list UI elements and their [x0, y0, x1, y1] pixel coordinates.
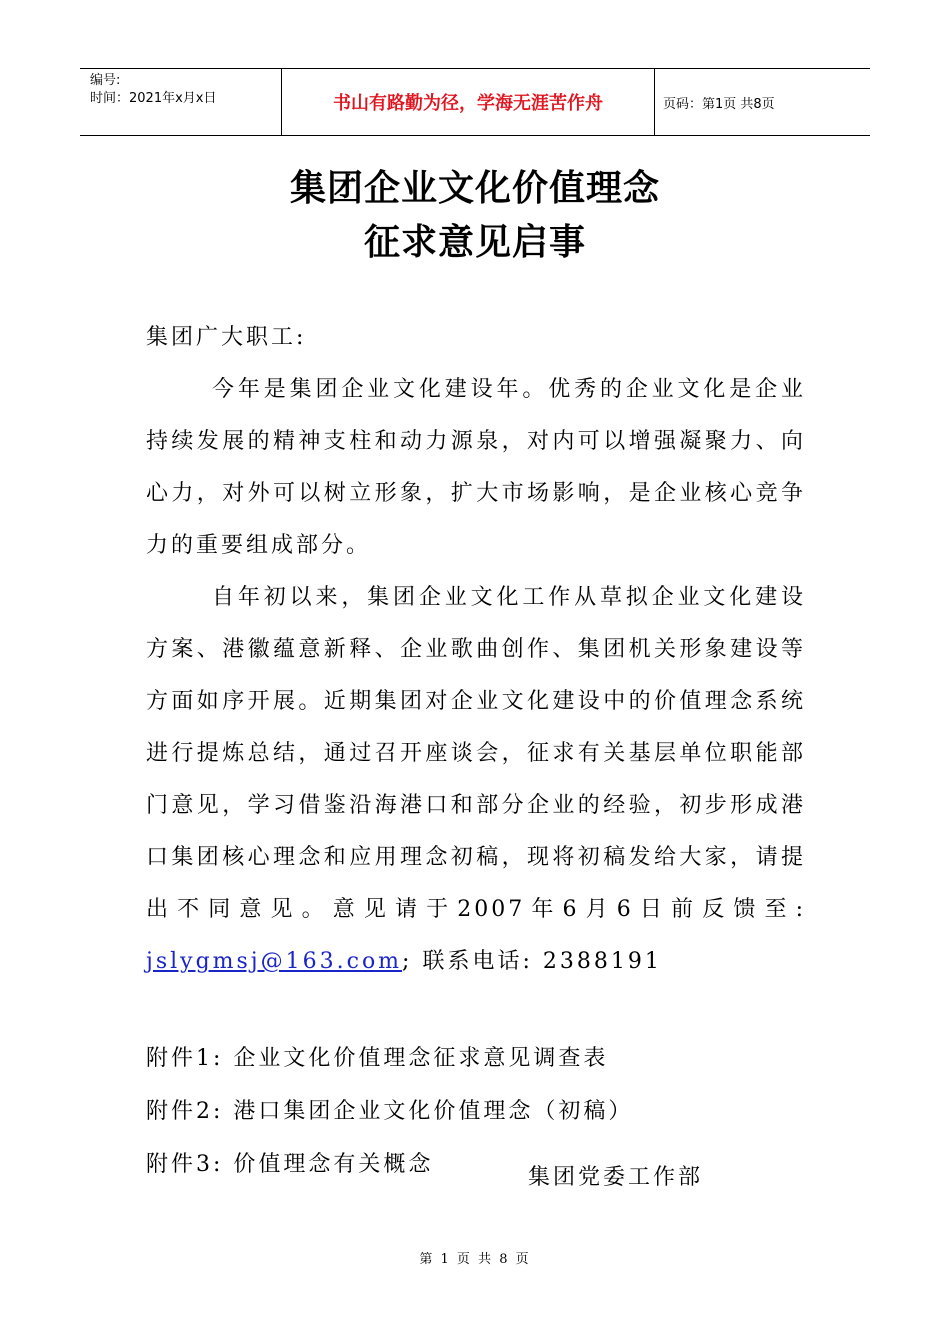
- header-motto: 书山有路勤为径，学海无涯苦作舟: [281, 69, 655, 135]
- attachment-3: 附件3: 价值理念有关概念: [146, 1152, 434, 1177]
- paragraph-2-text: 自年初以来，集团企业文化工作从草拟企业文化建设方案、港徽蕴意新释、企业歌曲创作、集团机关形象建设等方面如序开展。近期集团对企业文化建设中的价值理念系统进行提炼总结，通过召开座谈会，征求有关基层单位职能部门意见，学习借鉴沿海港口和部分企业的经验，初步形成港口集团核心理念和应用理念初稿，现将初稿发给大家，请提出不同意见。意见请于2007年6月6日前反馈至:: [146, 585, 806, 922]
- paragraph-2: [146, 572, 806, 988]
- paragraph-1: 今年是集团企业文化建设年。优秀的企业文化是企业持续发展的精神支柱和动力源泉，对内可以增强凝聚力、向心力，对外可以树立形象，扩大市场影响，是企业核心竞争力的重要组成部分。: [146, 377, 806, 558]
- document-title-line2: 征求意见启事: [363, 222, 586, 263]
- header-meta: [80, 69, 281, 135]
- salutation: 集团广大职工:: [146, 325, 307, 350]
- page-footer: 第 1 页 共 8 页: [419, 1252, 531, 1267]
- attachment-1: 附件1: 企业文化价值理念征求意见调查表: [146, 1046, 609, 1071]
- header-time-label: 时间：2021年x月x日: [90, 91, 217, 106]
- contact-phone: ; 联系电话: 2388191: [402, 949, 662, 974]
- header-page-label: 页码：第1页 共8页: [663, 96, 775, 112]
- document-title-line1: 集团企业文化价值理念: [289, 168, 660, 209]
- page-header: [80, 68, 870, 136]
- attachment-2: 附件2: 港口集团企业文化价值理念（初稿）: [146, 1099, 634, 1124]
- email-link[interactable]: jslygmsj@163.com: [146, 949, 403, 974]
- spacer: [146, 988, 806, 1032]
- header-number-label: 编号:: [90, 73, 121, 88]
- signer: 集团党委工作部: [528, 1165, 704, 1190]
- document-body: [146, 312, 806, 1191]
